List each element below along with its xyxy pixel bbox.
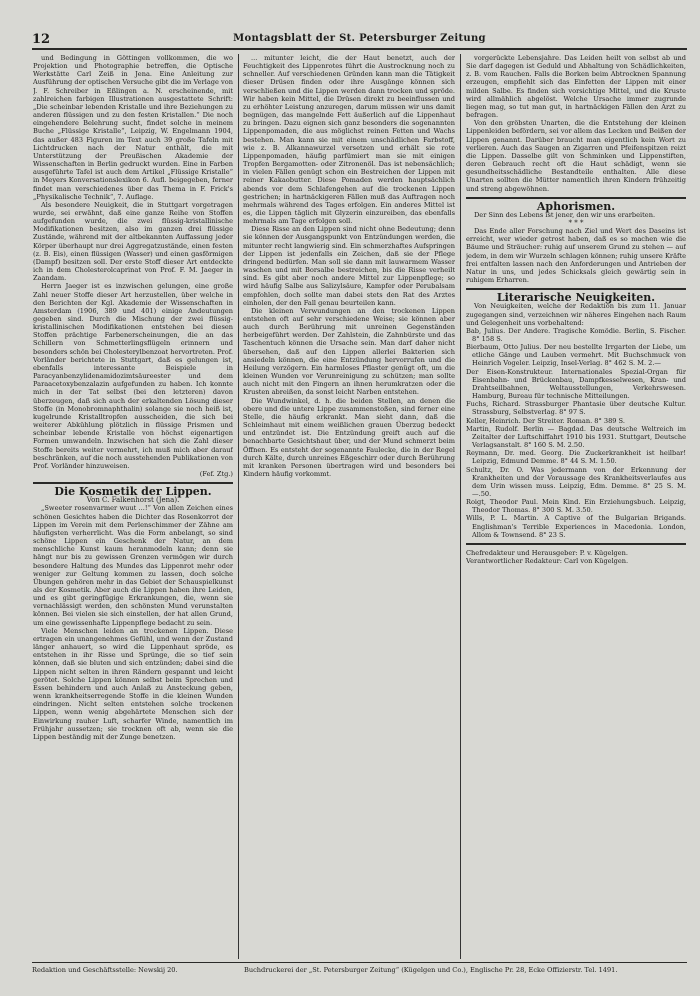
paragraph: Von den gröbsten Unarten, die die Entstehung der kleinen Lippenleiden befördern, sei vor allem das Lecken und Beißen der Lippen genannt. Darüber braucht man eigentlich kein Wort zu verlieren. Auch das Saugen an Zigarren und Pfeifenspitzen reizt die Lippen. Dasselbe gilt von Schminken und Lippenstiften, deren Gebrauch recht oft die Haut schädigt, wenn sie gesundheitsschädliche Bestandteile enthalten. Alle diese Unarten sollten die Mütter namentlich ihren Kindern frühzeitig und streng abgewöhnen. — [466, 119, 686, 193]
colophon-editor: Chefredakteur und Herausgeber: P. v. Kügelgen. — [466, 548, 628, 557]
paragraph: und Bedingung in Göttingen vollkommen, die wo Projektion und Photographie betreffen, die Optische Werkstätte Carl Zeiß in Jena. Eine Anleitung zur Ausführung der optischen Versuche gibt die im Verlage von J. F. Schreiber in Eßlingen a. N. erscheinende, mit zahlreichen farbigen Illustrationen ausgestattete Schrift: „Die scheinbar lebenden Kristalle und ihre Beziehungen zu anderen flüssigen und zu den festen Kristallen.“ Die noch eingehendere Belehrung sucht, findet solche in meinem Buche „Flüssige Kristalle“, Leipzig, W. Engelmann 1904, das außer 483 Figuren im Text auch 39 große Tafeln mit Lichtdrucken nach der Natur enthält, die mit Unterstützung der Preußischen Akademie der Wissenschaften in Berlin gedruckt wurden. Eine in Farben ausgeführte Tafel ist auch dem Artikel „Flüssige Kristalle“ in Meyers Konversationslexikon 6. Aufl. beigegeben, ferner findet man verschiedenes über das Thema in F. Frick's „Physikalische Technik“, 7. Auflage. — [33, 54, 233, 201]
book-entry: Bab, Julius. Der Andere. Tragische Komödie. Berlin, S. Fischer. 8° 158 S. — [466, 326, 686, 343]
paragraph: vorgerückte Lebensjahre. Das Leiden heilt von selbst ab und Sie darf dagegen ist Geduld und Abhaltung von Schädlichkeiten, z. B. vom Rauchen. Falls die Borken beim Abtrocknen Spannung erzeugen, empfiehlt sich das Einfetten der Lippen mit einer milden Salbe. Es finden sich vorsichtige Mittel, und die Kruste wird allmählich abgelöst. Welche Ursache immer zugrunde liegen mag, so tut man gut, in hartnäckigen Fällen den Arzt zu befragen. — [466, 54, 686, 120]
article-author: Von C. Falkenhorst (Jena). — [86, 496, 180, 505]
section-rule — [33, 482, 233, 484]
book-entry: Der Eisen-Konstrukteur. Internationales Spezial-Organ für Eisenbahn- und Brückenbau, Dampfkesselwesen, Kran- und Drahtseilbahnen, Weltausstellungen, Verkehrswesen. Hamburg, Bureau für technische Mitteilungen. — [466, 367, 686, 401]
column-right — [466, 54, 686, 959]
book-entry: Bierbaum, Otto Julius. Der neu bestellte Irrgarten der Liebe, um etliche Gänge und Lauben vermehrt. Mit Buchschmuck von Heinrich Vogeler. Leipzig, Insel-Verlag. 8° 462 S. M. 2.— — [466, 343, 686, 368]
book-entry: Martin, Rudolf. Berlin — Bagdad. Das deutsche Weltreich im Zeitalter der Luftschiffahrt 1910 bis 1931. Stuttgart, Deutsche Verlagsanstalt. 8° 160 S. M. 2.50. — [466, 424, 686, 450]
footer-right: Buchdruckerei der „St. Petersburger Zeitung“ (Kügelgen und Co.), Englische Pr. 28, Ecke Offizierstr. Tel. 1491. — [244, 966, 618, 974]
paragraph: Viele Menschen leiden an trockenen Lippen. Diese ertragen ein unangenehmes Gefühl, und wenn der Zustand länger anhauert, so wird die Lippenhaut spröde, es entstehen in ihr Risse und Sprünge, die so tief sein können, daß sie bluten und sich entzünden; dabei sind die Lippen nicht selten in ihren Rändern gespannt und leicht gerötet. Solche Lippen können selbst beim Sprechen und Essen behindern und auch Anlaß zu Ansteckung geben, wenn krankheitserregende Stoffe in die kleinen Wunden eindringen. Nicht selten entstehen solche trockenen Lippen, wenn wenig abgehärtete Menschen sich der Einwirkung rauher Luft, scharfer Winde, namentlich im Frühjahr aussetzen; sie trocknen oft ab, wenn sie die Lippen beständig mit der Zunge benetzen. — [33, 626, 233, 741]
page-number: 12 — [32, 32, 51, 47]
running-head: Montagsblatt der St. Petersburger Zeitung — [233, 33, 486, 44]
section-rule — [466, 197, 686, 199]
article-title: Die Kosmetik der Lippen. — [54, 485, 212, 499]
colophon-responsible: Verantwortlicher Redakteur: Carl von Kügelgen. — [466, 557, 629, 566]
book-entry: Schultz, Dr. O. Was jedermann von der Erkennung der Krankheiten und der Voraussage des Krankheitsverlaufes aus dem Urin wissen muss. Leipzig, Edm. Demme. 8° 25 S. M. —.50. — [466, 465, 686, 498]
page-header — [32, 30, 687, 50]
paragraph: ... mitunter leicht, die der Haut benetzt, auch der Feuchtigkeit des Lippenrotes führt die Austrocknung noch zu schneller. Auf verschiedenen Gründen kann man die Tätigkeit dieser Drüsen finden oder ihre Ausgänge können sich verschließen und die Lippen werden dann trocken und spröde. Wir haben kein Mittel, die Drüsen direkt zu beeinflussen und zu erhöhter Leistung anzuregen, darum müssen wir uns damit begnügen, das mangelnde Fett äußerlich auf die Lippenhaut zu bringen. Dazu eignen sich ganz besonders die sogenannten Lippenpomaden, die aus möglichst reinen Fetten und Wachs bestehen. Man kann sie mit einem unschädlichen Farbstoff, wie z. B. Alkannawurzel versetzen und erhält sie rote Lippenpomaden, häufig parfümiert man sie mit einigen Tropfen Bergamotten- oder Zitronenöl. Das ist nebensächlich; in vielen Fällen genügt schon ein Bestreichen der Lippen mit reiner Kakaobutter. Diese Pomaden werden hauptsächlich abends vor dem Schlafengehen auf die trockenen Lippen gestrichen; in hartnäckigeren Fällen muß das Auftragen noch mehrmals während des Tages erfolgen. Ein anderes Mittel ist es, die Lippen täglich mit Glyzerin einzureiben, das ebenfalls mehrmals am Tage erfolgen soll. — [243, 54, 455, 226]
section-rule — [466, 543, 686, 545]
paragraph: Herrn Jaeger ist es inzwischen gelungen, eine große Zahl neuer Stoffe dieser Art herzustellen, über welche in den Berichten der Kgl. Akademie der Wissenschaften in Amsterdam (1906, 389 und 401) einige Andeutungen gegeben sind. Durch die Mischung der zwei flüssig-kristallinischen Modifikationen entstehen bei diesen Stoffen prächtige Farbenerscheinungen, die an das Schillern von Schmetterlingsflügeln erinnern und besonders schön bei Cholesterylbenzoat hervortreten. Prof. Vorländer berichtete in Stuttgart, daß es gelungen ist, ebenfalls interessante Beispiele in Paracyanbenzylidenamidozimtsäureester und dem Paraacetoxybenzalazin aufgefunden zu haben. Ich konnte mich in der Tat selbst (bei den letzteren) davon überzeugen, daß sich auch der erkaltenden Lösung dieser Stoffe (in Monobromnaphthalin) solange sie noch heiß ist, kugelrunde Kristalltropfen ausscheiden, die sich bei weiterer Abkühlung plötzlich in flüssige Prismen und scheinbar lebende Kristalle von höchst eigenartigen Formen umwandeln. Inzwischen hat sich die Zahl dieser Stoffe bereits weiter vermehrt, ich muß mich aber darauf beschränken, auf die noch ausstehenden Publikationen von Prof. Vorländer hinzuweisen. — [33, 282, 233, 470]
book-entry: Reymann, Dr. med. Georg. Die Zuckerkrankheit ist heilbar! Leipzig, Edmund Demme. 8° 44 S. M. 1.50. — [466, 449, 686, 466]
column-divider — [460, 54, 461, 959]
aphorism: Das Ende aller Forschung nach Ziel und Wert des Daseins ist erreicht, wer wieder getrost haben, daß es so machen wie die Bäume und Sträucher: ruhig auf unserem Grund zu stehen — auf jedem, in dem wir Wurzeln schlagen können; ruhig unsere Kräfte frei entfalten lassen nach den Anforderungen und Antrieben der Natur in uns, und jedes Schicksals gleich gewärtig sein in ruhigem Erharren. — [466, 227, 686, 285]
section-rule — [466, 288, 686, 290]
paragraph: „Sweeter rosenvarmer wuut ...!“ Von allen Zeichen eines schönen Gesichtes haben die Dichter das Rosenkorrot der Lippen im Verein mit dem Perlenschimmer der Zähne am häufigsten verherrlicht. Was die Form anbelangt, so sind schöne Lippen ein Geschenk der Natur, an dem menschliche Kunst kaum heranmodeln kann; denn sie hängt nur bis zu gewissen Grenzen vermögen wir durch besondere Haltung des Mundes das Lippenrot mehr oder weniger zur Geltung kommen zu lassen, doch solche Übungen gehören mehr in das Gebiet der Schauspielkunst als der Kosmetik. Aber auch die Lippen haben ihre Leiden, und es gibt geringfügige Erkrankungen, die, wenn sie vernachlässigt werden, den schönsten Mund verunstalten können. Bei vielen sie sich einstellen, der hat allen Grund, um eine gewissenhafte Lippenpflege bedacht zu sein. — [33, 504, 233, 627]
book-entry: Fuchs, Richard. Strassburger Phantasie über deutsche Kultur. Strassburg, Selbstverlag. 8° 97 S. — [466, 400, 686, 417]
paragraph: Die Wundwinkel, d. h. die beiden Stellen, an denen die obere und die untere Lippe zusammenstoßen, sind ferner eine Stelle, die häufig erkrankt. Man sieht dann, daß die Schleimhaut mit einem weißlichen grauen Überzug bedeckt und entzündet ist. Die Entzündung greift auch auf die benachbarte Gesichtshaut über, und der Mund schmerzt beim Öffnen. Es entsteht der sogenannte Faulecke, die in der Regel durch Kälte, durch unreines Eßgeschirr oder durch Berührung mit kranken Personen übertragen wird und besonders bei Kindern häufig vorkommt. — [243, 396, 455, 478]
book-entry: Wills, P. L. Martin. A Captive of the Bulgarian Brigands. Englishman's Terrible Experiences in Macedonia. London, Allom & Townsend. 8° 23 S. — [466, 514, 686, 539]
literary-news-intro: Von Neuigkeiten, welche der Redaktion bis zum 11. Januar zugegangen sind, verzeichnen wir näheres Eingehen nach Raum und Gelegenheit uns vorbehaltend: — [466, 302, 686, 327]
column-left — [33, 54, 233, 959]
source-note: (Fef. Ztg.) — [199, 469, 233, 478]
column-divider — [238, 54, 239, 959]
column-middle — [243, 54, 455, 959]
book-entry: Roigt, Theodor Paul. Mein Kind. Ein Erziehungsbuch. Leipzig, Theodor Thomas. 8° 300 S. M. 3.50. — [466, 498, 686, 515]
literary-news-title: Literarische Neuigkeiten. — [496, 291, 656, 305]
paragraph: Die kleinen Verwundungen an den trockenen Lippen entstehen oft auf sehr verschiedene Weise; sie können aber auch durch Berührung mit unreinen Gegenständen herbeigeführt werden. Der Zahlstein, die Zahnbürste und das Taschentuch können die Ursache sein. Man darf daher nicht übersehen, daß auf den Lippen allerlei Bakterien sich ansiedeln können, die eine Entzündung hervorrufen und die Heilung verzögern. Ein harmloses Pflaster genügt oft, um die kleinen Wunden vor Verunreinigung zu schützen; man sollte auch nicht mit den Fingern an ihnen herumkratzen oder die Krusten abreißen, da sonst leicht Narben entstehen. — [243, 306, 455, 397]
book-entry: Keller, Heinrich. Der Streiter. Roman. 8° 389 S. — [466, 416, 625, 425]
page-footer — [32, 962, 687, 974]
aphorisms-title: Aphorismen. — [536, 199, 616, 213]
separator-stars: * * * — [568, 218, 584, 227]
paragraph: Als besondere Neuigkeit, die in Stuttgart vorgetragen wurde, sei erwähnt, daß eine ganze Reihe von Stoffen aufgefunden wurde, die zwei flüssig-kristallinische Modifikationen besitzen, also im ganzen drei flüssige Zustände, während mit der altbekannten Auffassung jeder Körper überhaupt nur drei Aggregatzustände, einen festen (z. B. Eis), einen flüssigen (Wasser) und einen gasförmigen (Dampf) besitzen soll. Der erste Stoff dieser Art entdeckte ich in dem Cholesterolcaprinat von Prof. F. M. Jaeger in Zaandam. — [33, 200, 233, 283]
footer-left: Redaktion und Geschäftsstelle: Newskij 20. — [32, 966, 178, 974]
paragraph: Diese Risse an den Lippen sind nicht ohne Bedeutung; denn sie können der Ausgangspunkt von Entzündungen werden, die mitunter recht langwierig sind. Ein schmerzhaftes Aufspringen der Lippen ist jedenfalls ein Zeichen, daß sie der Pflege dringend bedürfen. Man soll sie dann mit lauwarmem Wasser waschen und mit Borsalbe bestreichen, bis die Risse verheilt sind. Es gibt aber noch andere Mittel zur Lippenpflege; so wird häufig Salbe aus Salizylsäure, Kampfer oder Perubalsam empfohlen, doch sollte man dabei stets den Rat des Arztes einholen, der den Fall genau beurteilen kann. — [243, 225, 455, 307]
aphorism: Der Sinn des Lebens ist jener, den wir uns erarbeiten. — [474, 210, 656, 219]
